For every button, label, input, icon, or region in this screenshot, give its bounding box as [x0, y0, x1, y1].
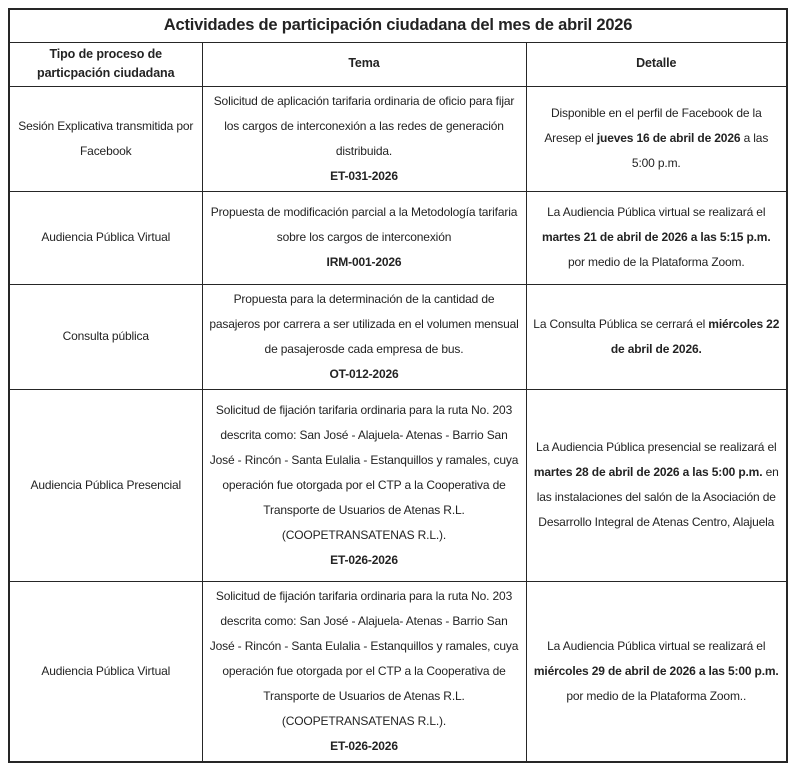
- table-row: [9, 581, 787, 762]
- cell-tipo: Consulta pública: [9, 284, 202, 389]
- cell-tema: [202, 284, 526, 389]
- expediente-code: IRM-001-2026: [326, 255, 402, 269]
- expediente-code: ET-031-2026: [330, 168, 398, 183]
- table-row: [9, 284, 787, 389]
- column-header-tema: Tema: [202, 42, 526, 86]
- tema-text: Solicitud de fijación tarifaria ordinaria para la ruta No. 203 descrita como: San José - Alajuela- Atenas - Barrio San José - Rincón - Santa Eulalia - Estanquillos y ramales, cuya operación fue otorgada por el CTP a la Cooperativa de Transporte de Usuarios de Atenas R.L. (COOPETRANSATENAS R.L.).: [209, 402, 519, 542]
- cell-tema: [202, 86, 526, 191]
- cell-tipo: Audiencia Pública Virtual: [9, 581, 202, 762]
- expediente-code: ET-026-2026: [330, 552, 398, 567]
- column-header-detalle: Detalle: [526, 42, 787, 86]
- title-row: [9, 9, 787, 42]
- cell-tema: [202, 191, 526, 284]
- cell-detalle: La Consulta Pública se cerrará el miércoles 22 de abril de 2026.: [526, 284, 787, 389]
- cell-tipo: Sesión Explicativa transmitida por Facebook: [9, 86, 202, 191]
- table-row: [9, 389, 787, 581]
- tema-text: Propuesta para la determinación de la cantidad de pasajeros por carrera a ser utilizada en el volumen mensual de pasajerosde cada empresa de bus.: [209, 291, 519, 356]
- expediente-code: ET-026-2026: [330, 738, 398, 753]
- table-row: [9, 86, 787, 191]
- tema-text: Solicitud de fijación tarifaria ordinaria para la ruta No. 203 descrita como: San José - Alajuela- Atenas - Barrio San José - Rincón - Santa Eulalia - Estanquillos y ramales, cuya operación fue otorgada por el CTP a la Cooperativa de Transporte de Usuarios de Atenas R.L. (COOPETRANSATENAS R.L.).: [209, 588, 519, 728]
- cell-tipo: Audiencia Pública Virtual: [9, 191, 202, 284]
- table-title: Actividades de participación ciudadana del mes de abril 2026: [9, 9, 787, 42]
- tema-text: Solicitud de aplicación tarifaria ordinaria de oficio para fijar los cargos de interconexión a las redes de generación distribuida.: [213, 93, 515, 158]
- cell-tema: [202, 581, 526, 762]
- column-header-tipo: Tipo de proceso de particpación ciudadana: [9, 42, 202, 86]
- cell-detalle: Disponible en el perfil de Facebook de la Aresep el jueves 16 de abril de 2026 a las 5:00 p.m.: [526, 86, 787, 191]
- table-row: [9, 191, 787, 284]
- cell-tema: [202, 389, 526, 581]
- cell-tipo: Audiencia Pública Presencial: [9, 389, 202, 581]
- cell-detalle: La Audiencia Pública virtual se realizará el miércoles 29 de abril de 2026 a las 5:00 p.m. por medio de la Plataforma Zoom..: [526, 581, 787, 762]
- cell-detalle: La Audiencia Pública virtual se realizará el martes 21 de abril de 2026 a las 5:15 p.m. por medio de la Plataforma Zoom.: [526, 191, 787, 284]
- expediente-code: OT-012-2026: [329, 366, 399, 381]
- header-row: [9, 42, 787, 86]
- participation-activities-table: [8, 8, 788, 763]
- cell-detalle: La Audiencia Pública presencial se realizará el martes 28 de abril de 2026 a las 5:00 p.m. en las instalaciones del salón de la Asociación de Desarrollo Integral de Atenas Centro, Alajuela: [526, 389, 787, 581]
- tema-text: Propuesta de modificación parcial a la Metodología tarifaria sobre los cargos de interconexión: [210, 205, 518, 244]
